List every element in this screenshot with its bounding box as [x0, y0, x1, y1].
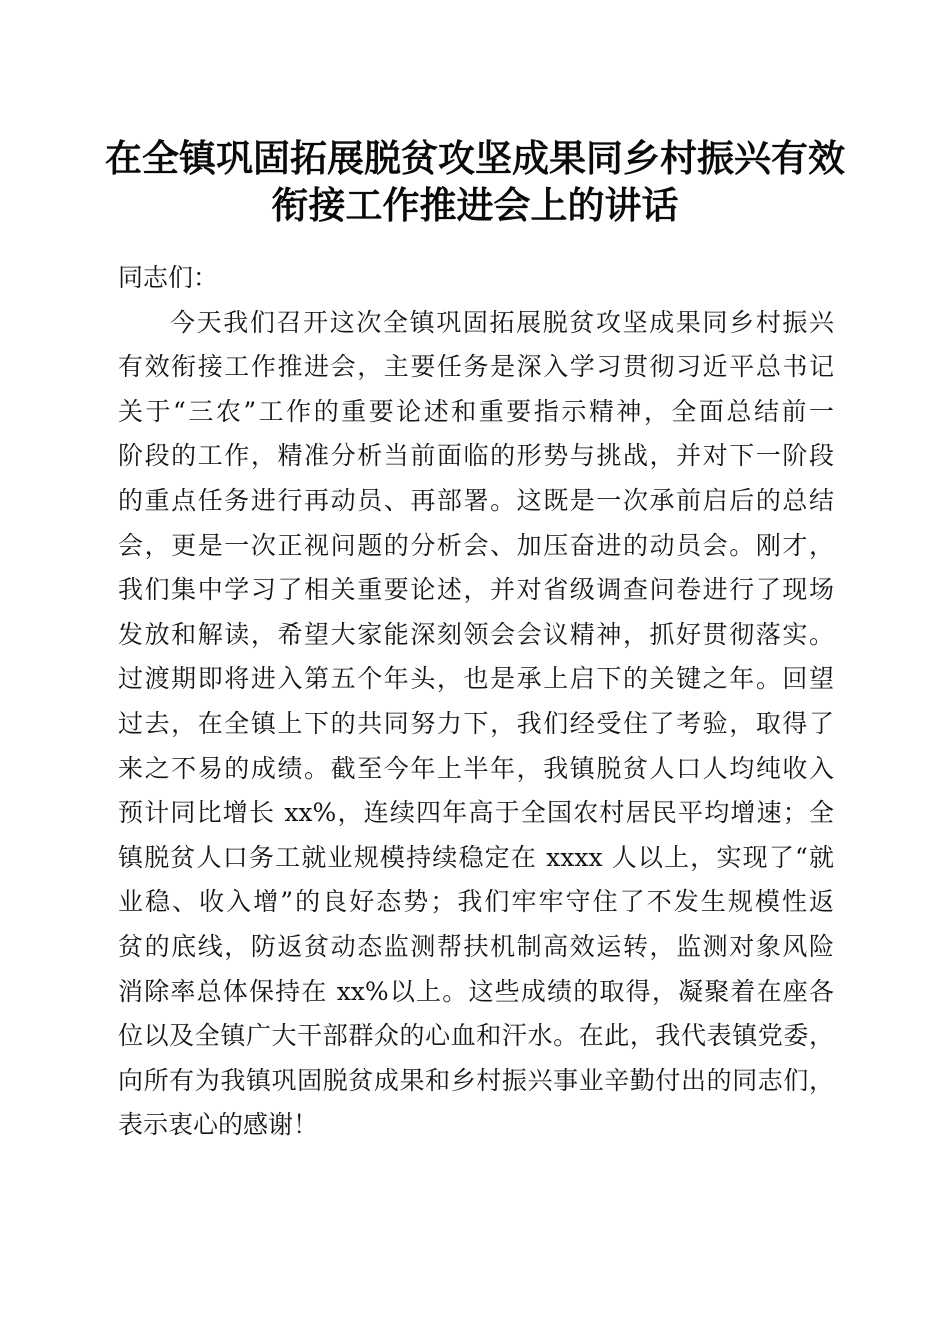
paragraph-line: 来之不易的成绩。截至今年上半年，我镇脱贫人口人均纯收入	[118, 753, 834, 783]
paragraph-line: 位以及全镇广大干部群众的心血和汗水。在此，我代表镇党委，	[118, 1021, 834, 1051]
paragraph-line: 消除率总体保持在 xx%以上。这些成绩的取得，凝聚着在座各	[118, 976, 834, 1006]
paragraph-line: 过渡期即将进入第五个年头，也是承上启下的关键之年。回望	[118, 664, 834, 694]
paragraph-line: 会，更是一次正视问题的分析会、加压奋进的动员会。刚才，	[118, 530, 834, 560]
title-line-1: 在全镇巩固拓展脱贫攻坚成果同乡村振兴有效	[105, 136, 845, 180]
paragraph-line: 预计同比增长 xx%，连续四年高于全国农村居民平均增速；全	[118, 798, 834, 828]
document-title	[90, 135, 860, 229]
paragraph-line: 我们集中学习了相关重要论述，并对省级调查问卷进行了现场	[118, 575, 834, 605]
paragraph-line: 的重点任务进行再动员、再部署。这既是一次承前启后的总结	[118, 485, 834, 515]
paragraph-line: 关于“三农”工作的重要论述和重要指示精神，全面总结前一	[118, 396, 834, 426]
salutation: 同志们：	[118, 263, 219, 292]
paragraph-line: 发放和解读，希望大家能深刻领会会议精神，抓好贯彻落实。	[118, 619, 834, 649]
paragraph-line: 镇脱贫人口务工就业规模持续稳定在 xxxx 人以上，实现了“就	[118, 842, 834, 872]
paragraph-line-last: 表示衷心的感谢！	[118, 1110, 319, 1140]
speech-body	[118, 256, 834, 1148]
paragraph-line: 业稳、收入增”的良好态势；我们牢牢守住了不发生规模性返	[118, 887, 834, 917]
paragraph-line: 阶段的工作，精准分析当前面临的形势与挑战，并对下一阶段	[118, 441, 834, 471]
paragraph-line: 有效衔接工作推进会，主要任务是深入学习贯彻习近平总书记	[118, 352, 834, 382]
paragraph-line: 过去，在全镇上下的共同努力下，我们经受住了考验，取得了	[118, 708, 834, 738]
title-line-2: 衔接工作推进会上的讲话	[271, 183, 679, 227]
paragraph-line: 今天我们召开这次全镇巩固拓展脱贫攻坚成果同乡村振兴	[170, 307, 834, 337]
paragraph-line: 贫的底线，防返贫动态监测帮扶机制高效运转，监测对象风险	[118, 931, 834, 961]
paragraph-line: 向所有为我镇巩固脱贫成果和乡村振兴事业辛勤付出的同志们，	[118, 1065, 834, 1095]
